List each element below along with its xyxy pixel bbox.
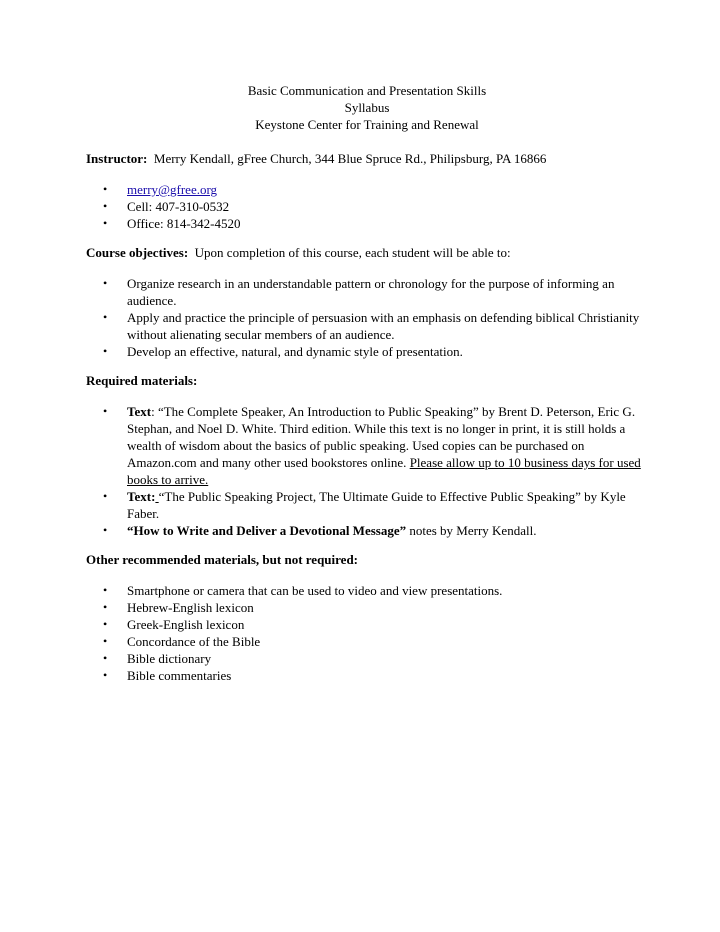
instructor-label: Instructor: (86, 151, 148, 166)
objective-text: Organize research in an understandable pattern or chronology for the purpose of informing an audience. (127, 276, 615, 308)
instructor-line (86, 150, 648, 167)
list-item (86, 198, 648, 215)
organization-name: Keystone Center for Training and Renewal (255, 117, 479, 132)
list-item (86, 275, 648, 309)
list-item (86, 599, 648, 616)
bullet-icon: • (103, 276, 108, 290)
text-label: Text: (127, 489, 156, 504)
bullet-icon: • (103, 634, 108, 648)
shipping-note: Please allow up to 10 business days for used books to arrive. (127, 455, 641, 487)
bullet-icon: • (103, 216, 108, 230)
notes-author: notes by Merry Kendall. (406, 523, 537, 538)
notes-title: “How to Write and Deliver a Devotional Message” (127, 523, 407, 538)
bullet-icon: • (103, 310, 108, 324)
recommended-item: Smartphone or camera that can be used to video and view presentations. (127, 583, 503, 598)
textbook-description: : “The Complete Speaker, An Introduction to Public Speaking” by Brent D. Peterson, Eric G. Stephan, and Noel D. White. Third edition. While this text is no longer in print, it is still holds a wealth of wisdom about the basics of public speaking. Used copies can be purchased on Amazon.com and many other used bookstores online. (127, 404, 636, 470)
bullet-icon: • (103, 583, 108, 597)
required-list (86, 403, 648, 539)
list-item (86, 582, 648, 599)
text-label: Text (127, 404, 152, 419)
required-heading (86, 372, 648, 389)
list-item (86, 181, 648, 198)
bullet-icon: • (103, 651, 108, 665)
list-item (86, 343, 648, 360)
list-item (86, 633, 648, 650)
recommended-item: Bible commentaries (127, 668, 232, 683)
objectives-heading (86, 244, 648, 261)
recommended-list (86, 582, 648, 684)
instructor-details: Merry Kendall, gFree Church, 344 Blue Spruce Rd., Philipsburg, PA 16866 (153, 151, 547, 166)
recommended-item: Concordance of the Bible (127, 634, 261, 649)
objectives-list (86, 275, 648, 360)
objectives-label: Course objectives: (86, 245, 189, 260)
objectives-intro: Upon completion of this course, each student will be able to: (194, 245, 511, 260)
bullet-icon: • (103, 668, 108, 682)
office-phone: Office: 814-342-4520 (127, 216, 241, 231)
bullet-icon: • (103, 617, 108, 631)
list-item (86, 309, 648, 343)
list-item (86, 403, 648, 488)
list-item (86, 616, 648, 633)
list-item (86, 667, 648, 684)
title-block (86, 82, 648, 133)
list-item (86, 522, 648, 539)
bullet-icon: • (103, 404, 108, 418)
objective-text: Apply and practice the principle of persuasion with an emphasis on defending biblical Christianity without alienating secular members of an audience. (127, 310, 640, 342)
recommended-item: Greek-English lexicon (127, 617, 245, 632)
bullet-icon: • (103, 199, 108, 213)
bullet-icon: • (103, 600, 108, 614)
bullet-icon: • (103, 489, 108, 503)
email-link[interactable]: merry@gfree.org (127, 182, 218, 197)
recommended-item: Bible dictionary (127, 651, 212, 666)
list-item (86, 215, 648, 232)
second-textbook: “The Public Speaking Project, The Ultimate Guide to Effective Public Speaking” by Kyle Faber. (127, 489, 626, 521)
bullet-icon: • (103, 182, 108, 196)
recommended-heading (86, 551, 648, 568)
bullet-icon: • (103, 344, 108, 358)
course-title: Basic Communication and Presentation Skills (247, 83, 487, 98)
recommended-label: Other recommended materials, but not required: (86, 552, 359, 567)
document-type: Syllabus (344, 100, 390, 115)
cell-phone: Cell: 407-310-0532 (127, 199, 230, 214)
objective-text: Develop an effective, natural, and dynamic style of presentation. (127, 344, 463, 359)
bullet-icon: • (103, 523, 108, 537)
list-item (86, 488, 648, 522)
recommended-item: Hebrew-English lexicon (127, 600, 254, 615)
required-label: Required materials: (86, 373, 198, 388)
list-item (86, 650, 648, 667)
contact-list (86, 181, 648, 232)
